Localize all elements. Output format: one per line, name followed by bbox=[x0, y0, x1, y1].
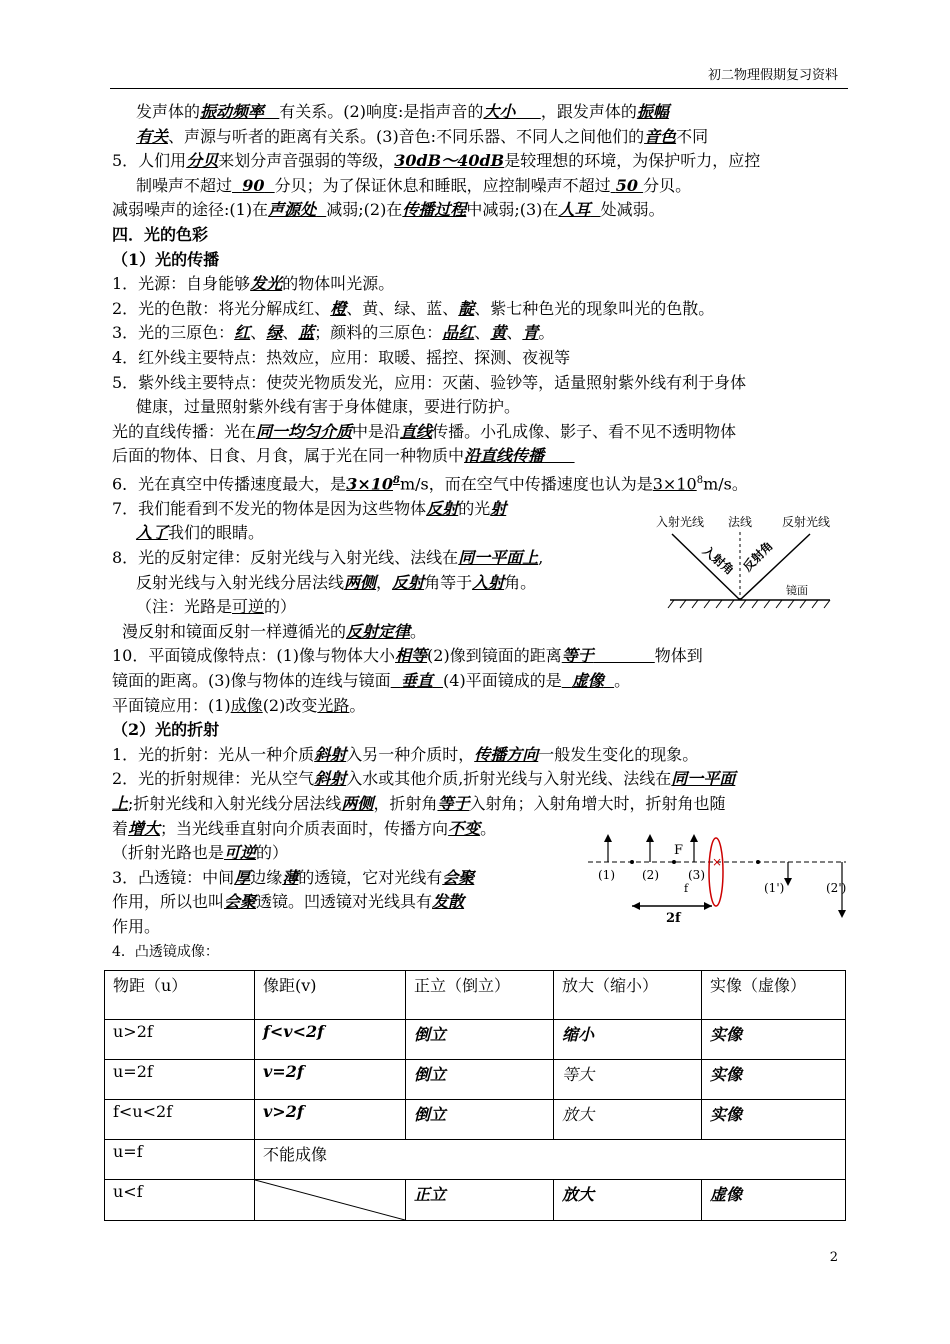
header-cell: 放大（缩小） bbox=[554, 971, 702, 1020]
text-line: 5．人们用分贝来划分声音强弱的等级，30dB～40dB是较理想的环境，为保护听力，应控 bbox=[112, 151, 761, 171]
table-cell: 缩小 bbox=[554, 1020, 702, 1060]
text-line: 着增大；当光线垂直射向介质表面时，传播方向不变。 bbox=[112, 818, 497, 838]
image-label-2: (2') bbox=[826, 881, 847, 895]
table-row bbox=[105, 1060, 846, 1100]
table-cell: u=f bbox=[105, 1140, 255, 1180]
text-line: （折射光路也是可逆的） bbox=[112, 843, 289, 863]
f-label: f bbox=[684, 882, 689, 895]
table-cell: 实像 bbox=[702, 1100, 846, 1140]
table-row bbox=[105, 1020, 846, 1060]
table-cell: 放大 bbox=[554, 1100, 702, 1140]
table-cell: 倒立 bbox=[406, 1100, 554, 1140]
table-cell: 等大 bbox=[554, 1060, 702, 1100]
table-cell: u=2f bbox=[105, 1060, 255, 1100]
table-cell: 不能成像 bbox=[255, 1140, 846, 1180]
span-arrow-left bbox=[632, 902, 640, 910]
table-row bbox=[105, 1180, 846, 1221]
section-heading: 四．光的色彩 bbox=[112, 224, 209, 244]
position-label-2: (2) bbox=[642, 868, 659, 882]
text-line: 3．光的三原色：红、绿、蓝；颜料的三原色：品红、黄、青。 bbox=[112, 323, 555, 343]
focus-label: F bbox=[674, 843, 684, 858]
text-line: 6．光在真空中传播速度最大，是$3\times 10^8m/s$，而在空气中传播速度也认为是$3\times 10^8m/s$。 bbox=[112, 474, 748, 494]
text-line: 减弱噪声的途径:(1)在声源处 减弱;(2)在传播过程中减弱;(3)在人耳 处减弱。 bbox=[112, 200, 665, 220]
text-line: 2．光的折射规律：光从空气斜射入水或其他介质,折射光线与入射光线、法线在同一平面 bbox=[112, 769, 736, 789]
table-cell: 实像 bbox=[702, 1060, 846, 1100]
text-line: 光的直线传播：光在同一均匀介质中是沿直线传播。小孔成像、影子、看不见不透明物体 bbox=[112, 421, 737, 441]
focal-point bbox=[672, 860, 676, 864]
table-cell: u<f bbox=[105, 1180, 255, 1221]
header-cell: 像距(v) bbox=[255, 971, 406, 1020]
table-cell: v=2f bbox=[255, 1060, 406, 1100]
text-line: 漫反射和镜面反射一样遵循光的反射定律。 bbox=[122, 621, 427, 641]
text-line: 1．光源：自身能够发光的物体叫光源。 bbox=[112, 274, 395, 294]
incident-ray-label: 入射光线 bbox=[656, 515, 705, 529]
text-line: 8．光的反射定律：反射光线与入射光线、法线在同一平面上, bbox=[112, 548, 544, 568]
text-line: 3．凸透镜：中间厚边缘薄的透镜，它对光线有会聚 bbox=[112, 867, 475, 887]
text-line: 平面镜应用：(1)成像(2)改变光路。 bbox=[112, 695, 366, 715]
table-row bbox=[105, 1100, 846, 1140]
table-cell: 倒立 bbox=[406, 1060, 554, 1100]
text-line: 镜面的距离。(3)像与物体的连线与镜面 垂直 (4)平面镜成的是 虚像 。 bbox=[112, 670, 631, 690]
text-line: 健康，过量照射紫外线有害于身体健康，要进行防护。 bbox=[136, 397, 521, 417]
subsection-heading: （1）光的传播 bbox=[112, 249, 220, 269]
text-line: 2．光的色散：将光分解成红、橙、黄、绿、蓝、靛、紫七种色光的现象叫光的色散。 bbox=[112, 298, 715, 318]
header-cell: 实像（虚像） bbox=[702, 971, 846, 1020]
text-line: 后面的物体、日食、月食，属于光在同一种物质中沿直线传播 bbox=[112, 446, 545, 466]
position-label-1: (1) bbox=[598, 868, 615, 882]
diagonal-cell bbox=[255, 1180, 406, 1221]
incident-angle-label: 入射角 bbox=[700, 543, 737, 578]
text-line: 7．我们能看到不发光的物体是因为这些物体反射的光射 bbox=[112, 498, 507, 518]
convex-lens-imaging-table bbox=[104, 970, 846, 1221]
page-number: 2 bbox=[829, 1250, 838, 1265]
text-line: 作用，所以也叫会聚透镜。凹透镜对光线具有发散 bbox=[112, 892, 465, 912]
position-label-3: (3) bbox=[688, 868, 705, 882]
double-focal-point bbox=[630, 860, 634, 864]
text-line: 10．平面镜成像特点：(1)像与物体大小相等(2)像到镜面的距离等于 物体到 bbox=[112, 646, 703, 666]
text-line: 4．红外线主要特点：热效应，应用：取暖、摇控、探测、夜视等 bbox=[112, 347, 571, 367]
table-cell: 虚像 bbox=[702, 1180, 846, 1221]
text-line: 上;折射光线和入射光线分居法线两侧，折射角等于入射角；入射角增大时，折射角也随 bbox=[112, 793, 726, 813]
text-line: 反射光线与入射光线分居法线两侧，反射角等于入射角。 bbox=[136, 572, 537, 592]
reflected-ray-label: 反射光线 bbox=[782, 515, 831, 529]
two-f-label: 2f bbox=[666, 911, 681, 926]
convex-lens-diagram bbox=[588, 834, 850, 926]
table-cell: 放大 bbox=[554, 1180, 702, 1221]
text-line: 入了我们的眼睛。 bbox=[136, 523, 265, 543]
convex-lens bbox=[709, 838, 723, 906]
table-cell: 倒立 bbox=[406, 1020, 554, 1060]
table-cell: f<v<2f bbox=[255, 1020, 406, 1060]
table-row bbox=[105, 1140, 846, 1180]
table-cell: 正立 bbox=[406, 1180, 554, 1221]
text-line: 制噪声不超过 90 分贝；为了保证休息和睡眠，应控制噪声不超过 50 分贝。 bbox=[136, 175, 692, 195]
subsection-heading: （2）光的折射 bbox=[112, 720, 220, 740]
focal-point-right bbox=[756, 860, 760, 864]
mirror-label: 镜面 bbox=[786, 584, 808, 597]
text-line: 作用。 bbox=[112, 916, 161, 936]
page-header: 初二物理假期复习资料 bbox=[707, 68, 838, 83]
table-cell: v>2f bbox=[255, 1100, 406, 1140]
normal-label: 法线 bbox=[728, 515, 753, 529]
reflection-diagram bbox=[650, 512, 840, 612]
lens-mark: × bbox=[712, 855, 723, 869]
image-label-1: (1') bbox=[764, 881, 785, 895]
diagonal-slash bbox=[255, 1180, 405, 1220]
span-arrow-right bbox=[704, 902, 712, 910]
text-line: 有关、声源与听者的距离有关系。(3)音色:不同乐器、不同人之间他们的音色不同 bbox=[136, 126, 709, 146]
mirror-hatch bbox=[668, 600, 830, 608]
text-line: 4．凸透镜成像： bbox=[112, 943, 219, 960]
table-cell: u>2f bbox=[105, 1020, 255, 1060]
text-line: 1．光的折射：光从一种介质斜射入另一种介质时，传播方向一般发生变化的现象。 bbox=[112, 744, 699, 764]
table-cell: f<u<2f bbox=[105, 1100, 255, 1140]
table-cell: 实像 bbox=[702, 1020, 846, 1060]
reflect-angle-label: 反射角 bbox=[740, 538, 776, 575]
header-cell: 物距（u） bbox=[105, 971, 255, 1020]
text-line: 发声体的振动频率 有关系。(2)响度:是指声音的大小 ，跟发声体的振幅 bbox=[136, 102, 669, 121]
header-cell: 正立（倒立） bbox=[406, 971, 554, 1020]
text-line: 5．紫外线主要特点：使荧光物质发光，应用：灭菌、验钞等，适量照射紫外线有利于身体 bbox=[112, 372, 747, 392]
table-header-row bbox=[105, 971, 846, 1020]
header-rule bbox=[110, 88, 848, 89]
text-line: （注：光路是可逆的） bbox=[136, 597, 297, 617]
